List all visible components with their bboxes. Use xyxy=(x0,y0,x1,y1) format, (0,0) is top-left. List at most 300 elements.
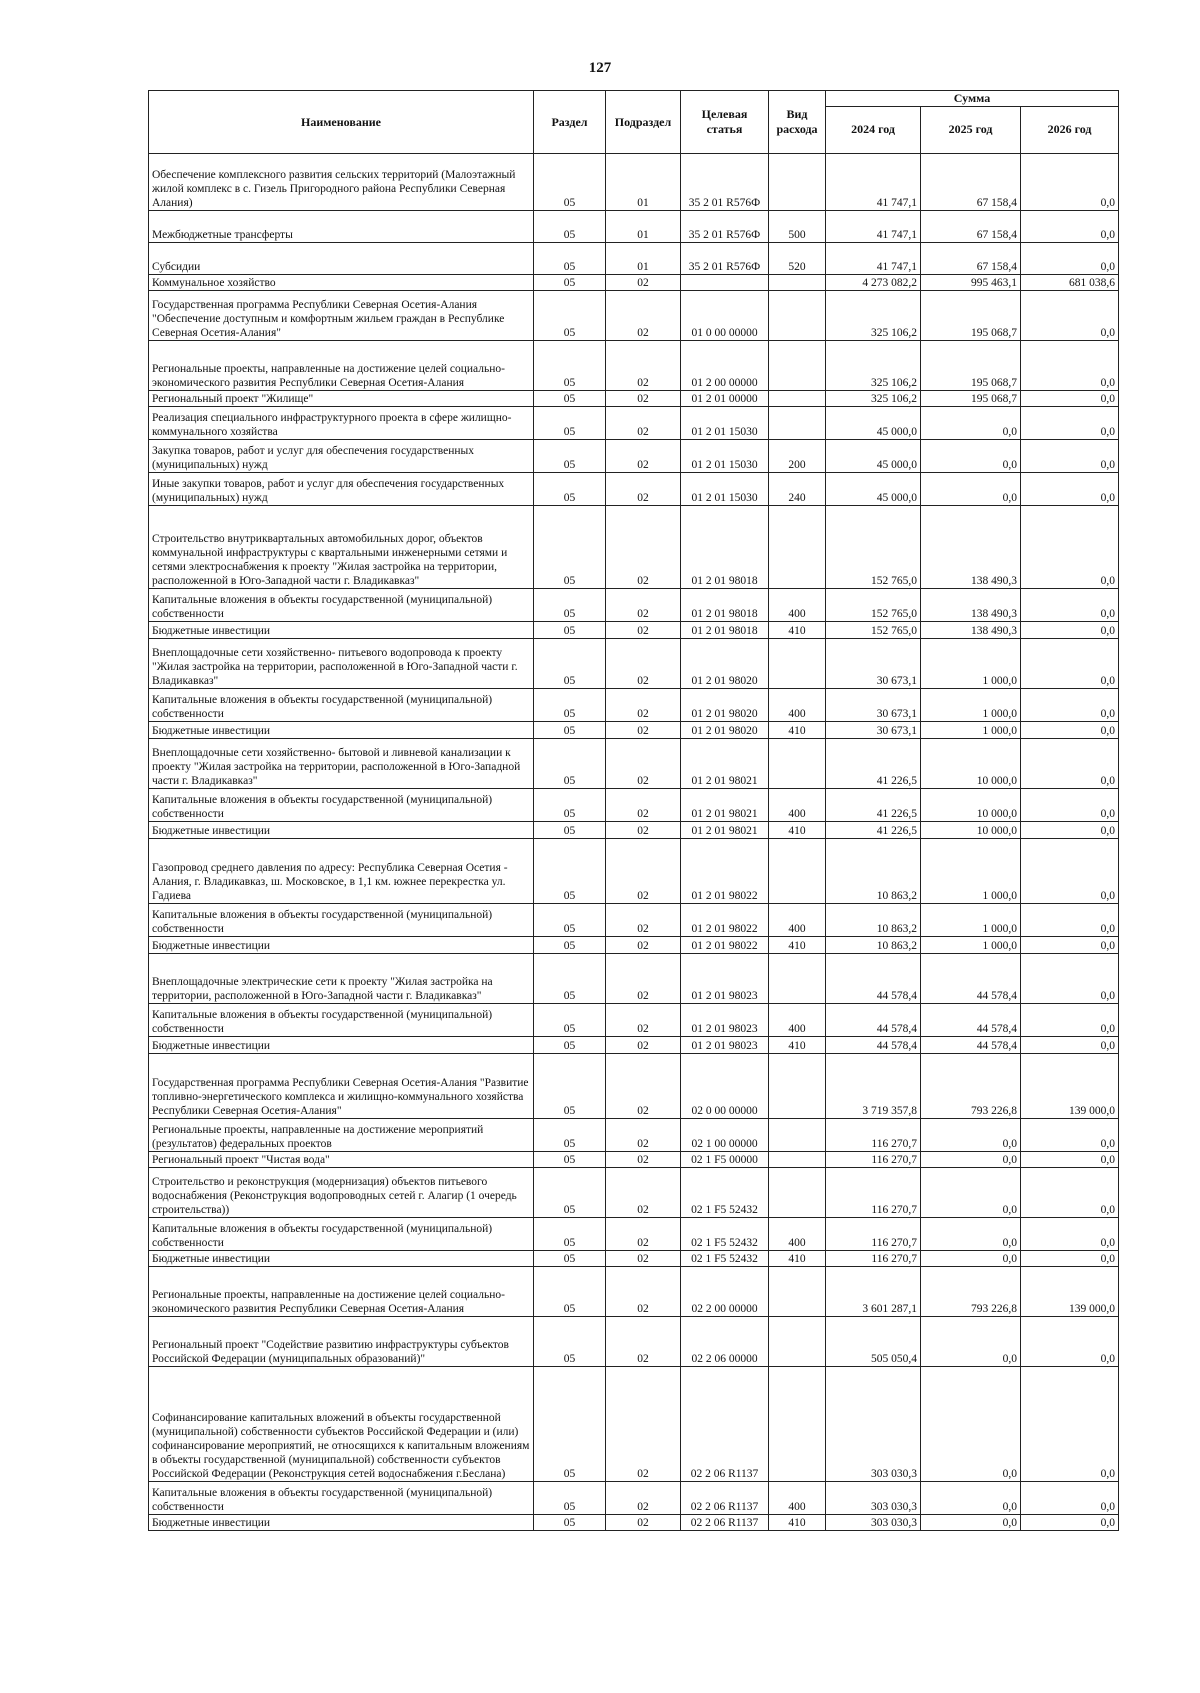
cell-vr xyxy=(769,738,826,788)
cell-cs: 01 2 01 98023 xyxy=(681,1003,769,1036)
cell-name: Иные закупки товаров, работ и услуг для обеспечения государственных (муниципальных) нужд xyxy=(149,472,534,505)
cell-vr: 410 xyxy=(769,1036,826,1053)
cell-2024: 44 578,4 xyxy=(826,1036,921,1053)
cell-podrazdel: 02 xyxy=(606,688,681,721)
cell-name: Региональные проекты, направленные на достижение мероприятий (результатов) федеральных проектов xyxy=(149,1118,534,1151)
cell-2025: 67 158,4 xyxy=(921,153,1021,210)
cell-name: Капитальные вложения в объекты государственной (муниципальной) собственности xyxy=(149,588,534,621)
cell-razdel: 05 xyxy=(534,721,606,738)
cell-2025: 995 463,1 xyxy=(921,274,1021,290)
table-row xyxy=(149,1316,1119,1366)
cell-2024: 116 270,7 xyxy=(826,1167,921,1217)
cell-razdel: 05 xyxy=(534,340,606,390)
cell-podrazdel: 02 xyxy=(606,1053,681,1118)
cell-vr xyxy=(769,505,826,588)
cell-name: Региональный проект "Чистая вода" xyxy=(149,1151,534,1167)
cell-razdel: 05 xyxy=(534,1514,606,1530)
cell-podrazdel: 02 xyxy=(606,953,681,1003)
table-row xyxy=(149,242,1119,274)
cell-2025: 1 000,0 xyxy=(921,903,1021,936)
cell-2026: 0,0 xyxy=(1021,721,1119,738)
cell-razdel: 05 xyxy=(534,1036,606,1053)
cell-2024: 30 673,1 xyxy=(826,638,921,688)
cell-2025: 1 000,0 xyxy=(921,936,1021,953)
cell-2024: 505 050,4 xyxy=(826,1316,921,1366)
cell-vr xyxy=(769,290,826,340)
cell-cs: 01 2 01 98020 xyxy=(681,638,769,688)
cell-cs: 01 2 01 98020 xyxy=(681,688,769,721)
cell-cs: 02 0 00 00000 xyxy=(681,1053,769,1118)
cell-razdel: 05 xyxy=(534,936,606,953)
cell-cs: 02 1 F5 00000 xyxy=(681,1151,769,1167)
cell-razdel: 05 xyxy=(534,838,606,903)
cell-2025: 1 000,0 xyxy=(921,838,1021,903)
cell-name: Бюджетные инвестиции xyxy=(149,1514,534,1530)
cell-razdel: 05 xyxy=(534,1118,606,1151)
cell-name: Внеплощадочные электрические сети к проекту "Жилая застройка на территории, расположенной в Юго-Западной части г. Владикавказ" xyxy=(149,953,534,1003)
cell-vr: 400 xyxy=(769,1217,826,1250)
cell-name: Коммунальное хозяйство xyxy=(149,274,534,290)
cell-cs: 02 2 06 R1137 xyxy=(681,1514,769,1530)
table-row xyxy=(149,621,1119,638)
cell-vr xyxy=(769,1266,826,1316)
cell-2024: 44 578,4 xyxy=(826,953,921,1003)
cell-2025: 195 068,7 xyxy=(921,290,1021,340)
cell-vr xyxy=(769,1366,826,1481)
cell-razdel: 05 xyxy=(534,1266,606,1316)
header-razdel: Раздел xyxy=(534,91,606,154)
table-row xyxy=(149,290,1119,340)
cell-podrazdel: 02 xyxy=(606,588,681,621)
cell-razdel: 05 xyxy=(534,621,606,638)
cell-razdel: 05 xyxy=(534,953,606,1003)
cell-2026: 0,0 xyxy=(1021,290,1119,340)
cell-cs: 01 2 01 15030 xyxy=(681,472,769,505)
cell-razdel: 05 xyxy=(534,274,606,290)
cell-name: Бюджетные инвестиции xyxy=(149,821,534,838)
cell-2026: 0,0 xyxy=(1021,1481,1119,1514)
cell-2025: 793 226,8 xyxy=(921,1053,1021,1118)
cell-name: Капитальные вложения в объекты государственной (муниципальной) собственности xyxy=(149,903,534,936)
cell-2024: 116 270,7 xyxy=(826,1250,921,1266)
table-row xyxy=(149,1118,1119,1151)
cell-vr xyxy=(769,638,826,688)
cell-podrazdel: 02 xyxy=(606,788,681,821)
cell-podrazdel: 02 xyxy=(606,1036,681,1053)
cell-vr: 200 xyxy=(769,439,826,472)
cell-2026: 0,0 xyxy=(1021,1217,1119,1250)
cell-name: Капитальные вложения в объекты государственной (муниципальной) собственности xyxy=(149,1217,534,1250)
cell-name: Бюджетные инвестиции xyxy=(149,936,534,953)
table-row xyxy=(149,1053,1119,1118)
cell-cs: 01 2 01 98023 xyxy=(681,1036,769,1053)
cell-name: Государственная программа Республики Северная Осетия-Алания "Развитие топливно-энергетического комплекса и жилищно-коммунального хозяйства Республики Северная Осетия-Алания" xyxy=(149,1053,534,1118)
table-row xyxy=(149,821,1119,838)
cell-2026: 0,0 xyxy=(1021,242,1119,274)
cell-vr xyxy=(769,1118,826,1151)
table-row xyxy=(149,406,1119,439)
cell-2024: 325 106,2 xyxy=(826,290,921,340)
cell-vr: 240 xyxy=(769,472,826,505)
cell-razdel: 05 xyxy=(534,1250,606,1266)
cell-2025: 138 490,3 xyxy=(921,505,1021,588)
cell-2026: 0,0 xyxy=(1021,1036,1119,1053)
cell-razdel: 05 xyxy=(534,1003,606,1036)
cell-vr xyxy=(769,153,826,210)
cell-vr: 400 xyxy=(769,903,826,936)
header-summa: Сумма xyxy=(826,91,1119,107)
cell-podrazdel: 02 xyxy=(606,1118,681,1151)
cell-cs: 01 2 01 98021 xyxy=(681,788,769,821)
cell-razdel: 05 xyxy=(534,688,606,721)
table-row xyxy=(149,1151,1119,1167)
cell-2024: 41 747,1 xyxy=(826,153,921,210)
cell-2026: 0,0 xyxy=(1021,688,1119,721)
table-row xyxy=(149,390,1119,406)
cell-2025: 0,0 xyxy=(921,1514,1021,1530)
table-row xyxy=(149,953,1119,1003)
cell-vr xyxy=(769,1053,826,1118)
cell-cs: 02 2 06 R1137 xyxy=(681,1366,769,1481)
cell-name: Бюджетные инвестиции xyxy=(149,621,534,638)
cell-vr: 400 xyxy=(769,1481,826,1514)
cell-2025: 0,0 xyxy=(921,1250,1021,1266)
cell-2025: 138 490,3 xyxy=(921,588,1021,621)
cell-2024: 152 765,0 xyxy=(826,621,921,638)
cell-name: Капитальные вложения в объекты государственной (муниципальной) собственности xyxy=(149,1003,534,1036)
cell-cs: 01 2 01 98021 xyxy=(681,738,769,788)
cell-2024: 10 863,2 xyxy=(826,903,921,936)
cell-2025: 138 490,3 xyxy=(921,621,1021,638)
cell-2024: 45 000,0 xyxy=(826,406,921,439)
table-row xyxy=(149,721,1119,738)
cell-podrazdel: 02 xyxy=(606,721,681,738)
cell-name: Обеспечение комплексного развития сельских территорий (Малоэтажный жилой комплекс в с. Гизель Пригородного района Республики Северная Алания) xyxy=(149,153,534,210)
cell-name: Субсидии xyxy=(149,242,534,274)
cell-2025: 44 578,4 xyxy=(921,1036,1021,1053)
cell-podrazdel: 02 xyxy=(606,406,681,439)
cell-2025: 10 000,0 xyxy=(921,738,1021,788)
cell-podrazdel: 02 xyxy=(606,1316,681,1366)
cell-razdel: 05 xyxy=(534,1481,606,1514)
table-row xyxy=(149,1036,1119,1053)
cell-2025: 195 068,7 xyxy=(921,340,1021,390)
cell-vr: 400 xyxy=(769,788,826,821)
cell-2024: 116 270,7 xyxy=(826,1118,921,1151)
cell-cs: 01 0 00 00000 xyxy=(681,290,769,340)
cell-podrazdel: 02 xyxy=(606,1151,681,1167)
cell-2024: 3 601 287,1 xyxy=(826,1266,921,1316)
table-row xyxy=(149,1366,1119,1481)
cell-razdel: 05 xyxy=(534,588,606,621)
cell-2026: 0,0 xyxy=(1021,340,1119,390)
cell-2026: 0,0 xyxy=(1021,153,1119,210)
cell-name: Региональные проекты, направленные на достижение целей социально-экономического развития Республики Северная Осетия-Алания xyxy=(149,1266,534,1316)
cell-podrazdel: 02 xyxy=(606,1167,681,1217)
cell-2025: 0,0 xyxy=(921,439,1021,472)
cell-2025: 0,0 xyxy=(921,1481,1021,1514)
cell-razdel: 05 xyxy=(534,821,606,838)
cell-podrazdel: 02 xyxy=(606,1366,681,1481)
table-row xyxy=(149,340,1119,390)
cell-2024: 303 030,3 xyxy=(826,1481,921,1514)
cell-2026: 0,0 xyxy=(1021,738,1119,788)
cell-podrazdel: 01 xyxy=(606,153,681,210)
cell-2026: 0,0 xyxy=(1021,588,1119,621)
header-year-2026: 2026 год xyxy=(1021,106,1119,153)
cell-podrazdel: 02 xyxy=(606,1217,681,1250)
cell-name: Региональный проект "Содействие развитию инфраструктуры субъектов Российской Федерации (муниципальных образований)" xyxy=(149,1316,534,1366)
cell-2025: 44 578,4 xyxy=(921,953,1021,1003)
cell-cs: 01 2 01 98018 xyxy=(681,588,769,621)
header-name: Наименование xyxy=(149,91,534,154)
cell-cs: 01 2 01 15030 xyxy=(681,439,769,472)
cell-2026: 0,0 xyxy=(1021,472,1119,505)
cell-podrazdel: 01 xyxy=(606,242,681,274)
cell-razdel: 05 xyxy=(534,210,606,242)
header-year-2024: 2024 год xyxy=(826,106,921,153)
cell-2025: 0,0 xyxy=(921,1316,1021,1366)
cell-name: Строительство внутриквартальных автомобильных дорог, объектов коммунальной инфраструктуры с квартальными инженерными сетями и сетями электроснабжения к проекту "Жилая застройка на территории, расположенной в Юго-Западной части г. Владикавказ" xyxy=(149,505,534,588)
table-row xyxy=(149,1167,1119,1217)
cell-2026: 0,0 xyxy=(1021,1366,1119,1481)
cell-2025: 0,0 xyxy=(921,1167,1021,1217)
cell-vr xyxy=(769,390,826,406)
cell-2025: 67 158,4 xyxy=(921,242,1021,274)
cell-razdel: 05 xyxy=(534,1151,606,1167)
cell-vr: 410 xyxy=(769,936,826,953)
cell-razdel: 05 xyxy=(534,472,606,505)
cell-razdel: 05 xyxy=(534,638,606,688)
budget-table xyxy=(148,90,1119,1531)
cell-podrazdel: 02 xyxy=(606,903,681,936)
cell-2024: 41 747,1 xyxy=(826,242,921,274)
cell-name: Капитальные вложения в объекты государственной (муниципальной) собственности xyxy=(149,688,534,721)
table-header xyxy=(149,91,1119,154)
cell-vr xyxy=(769,1151,826,1167)
cell-2024: 41 226,5 xyxy=(826,821,921,838)
cell-2026: 0,0 xyxy=(1021,821,1119,838)
cell-vr: 400 xyxy=(769,1003,826,1036)
cell-2026: 0,0 xyxy=(1021,788,1119,821)
cell-razdel: 05 xyxy=(534,788,606,821)
table-row xyxy=(149,505,1119,588)
cell-podrazdel: 02 xyxy=(606,439,681,472)
cell-name: Капитальные вложения в объекты государственной (муниципальной) собственности xyxy=(149,1481,534,1514)
cell-vr xyxy=(769,838,826,903)
cell-name: Бюджетные инвестиции xyxy=(149,1036,534,1053)
cell-2025: 0,0 xyxy=(921,1118,1021,1151)
cell-razdel: 05 xyxy=(534,153,606,210)
header-podrazdel: Подраздел xyxy=(606,91,681,154)
cell-cs: 01 2 01 98018 xyxy=(681,505,769,588)
cell-podrazdel: 02 xyxy=(606,838,681,903)
cell-name: Межбюджетные трансферты xyxy=(149,210,534,242)
cell-2025: 0,0 xyxy=(921,1366,1021,1481)
cell-2026: 0,0 xyxy=(1021,903,1119,936)
cell-2025: 0,0 xyxy=(921,472,1021,505)
cell-vr: 410 xyxy=(769,621,826,638)
cell-2025: 0,0 xyxy=(921,1151,1021,1167)
cell-cs xyxy=(681,274,769,290)
cell-2024: 41 226,5 xyxy=(826,738,921,788)
cell-2026: 681 038,6 xyxy=(1021,274,1119,290)
cell-2024: 152 765,0 xyxy=(826,588,921,621)
cell-2025: 67 158,4 xyxy=(921,210,1021,242)
cell-2026: 0,0 xyxy=(1021,1167,1119,1217)
cell-2024: 41 747,1 xyxy=(826,210,921,242)
cell-2025: 10 000,0 xyxy=(921,821,1021,838)
cell-2025: 0,0 xyxy=(921,1217,1021,1250)
cell-2026: 0,0 xyxy=(1021,505,1119,588)
cell-2026: 0,0 xyxy=(1021,1151,1119,1167)
cell-name: Реализация специального инфраструктурного проекта в сфере жилищно-коммунального хозяйства xyxy=(149,406,534,439)
cell-razdel: 05 xyxy=(534,1167,606,1217)
table-row xyxy=(149,1003,1119,1036)
cell-vr: 410 xyxy=(769,1250,826,1266)
cell-2024: 45 000,0 xyxy=(826,439,921,472)
cell-2025: 793 226,8 xyxy=(921,1266,1021,1316)
cell-cs: 02 1 00 00000 xyxy=(681,1118,769,1151)
cell-podrazdel: 02 xyxy=(606,621,681,638)
table-row xyxy=(149,1217,1119,1250)
table-row xyxy=(149,688,1119,721)
cell-cs: 01 2 01 98023 xyxy=(681,953,769,1003)
cell-name: Газопровод среднего давления по адресу: Республика Северная Осетия - Алания, г. Владикавказ, ш. Московское, в 1,1 км. южнее перекрестка ул. Гадиева xyxy=(149,838,534,903)
cell-razdel: 05 xyxy=(534,1366,606,1481)
cell-cs: 01 2 01 98018 xyxy=(681,621,769,638)
cell-2026: 0,0 xyxy=(1021,1316,1119,1366)
cell-2026: 0,0 xyxy=(1021,1118,1119,1151)
cell-2024: 116 270,7 xyxy=(826,1151,921,1167)
header-cs: Целевая статья xyxy=(681,91,769,154)
cell-vr: 500 xyxy=(769,210,826,242)
cell-2024: 30 673,1 xyxy=(826,688,921,721)
cell-name: Капитальные вложения в объекты государственной (муниципальной) собственности xyxy=(149,788,534,821)
cell-2026: 0,0 xyxy=(1021,838,1119,903)
cell-podrazdel: 02 xyxy=(606,274,681,290)
cell-2024: 152 765,0 xyxy=(826,505,921,588)
table-row xyxy=(149,1514,1119,1530)
cell-2026: 0,0 xyxy=(1021,621,1119,638)
cell-2024: 325 106,2 xyxy=(826,340,921,390)
cell-razdel: 05 xyxy=(534,505,606,588)
cell-podrazdel: 02 xyxy=(606,936,681,953)
table-row xyxy=(149,738,1119,788)
cell-name: Софинансирование капитальных вложений в объекты государственной (муниципальной) собственности субъектов Российской Федерации и (или) софинансирование мероприятий, не относящихся к капитальным вложениям в объекты государственной (муниципальной) собственности субъектов Российской Федерации (Реконструкция сетей водоснабжения г.Беслана) xyxy=(149,1366,534,1481)
cell-name: Бюджетные инвестиции xyxy=(149,721,534,738)
cell-2025: 1 000,0 xyxy=(921,721,1021,738)
table-row xyxy=(149,274,1119,290)
table-row xyxy=(149,588,1119,621)
cell-2024: 10 863,2 xyxy=(826,936,921,953)
cell-2024: 116 270,7 xyxy=(826,1217,921,1250)
cell-vr: 410 xyxy=(769,1514,826,1530)
cell-podrazdel: 02 xyxy=(606,1250,681,1266)
cell-2026: 0,0 xyxy=(1021,439,1119,472)
table-row xyxy=(149,788,1119,821)
table-row xyxy=(149,472,1119,505)
cell-cs: 02 2 06 00000 xyxy=(681,1316,769,1366)
table-body xyxy=(149,153,1119,1530)
cell-cs: 02 2 06 R1137 xyxy=(681,1481,769,1514)
cell-2026: 0,0 xyxy=(1021,1003,1119,1036)
cell-cs: 01 2 01 98022 xyxy=(681,936,769,953)
cell-podrazdel: 02 xyxy=(606,472,681,505)
cell-razdel: 05 xyxy=(534,1316,606,1366)
cell-name: Региональный проект "Жилище" xyxy=(149,390,534,406)
cell-razdel: 05 xyxy=(534,406,606,439)
cell-podrazdel: 02 xyxy=(606,340,681,390)
cell-2026: 0,0 xyxy=(1021,406,1119,439)
cell-podrazdel: 02 xyxy=(606,821,681,838)
cell-cs: 02 1 F5 52432 xyxy=(681,1217,769,1250)
cell-2026: 0,0 xyxy=(1021,953,1119,1003)
cell-name: Закупка товаров, работ и услуг для обеспечения государственных (муниципальных) нужд xyxy=(149,439,534,472)
cell-vr xyxy=(769,274,826,290)
table-row xyxy=(149,439,1119,472)
cell-2024: 4 273 082,2 xyxy=(826,274,921,290)
cell-2024: 325 106,2 xyxy=(826,390,921,406)
cell-name: Бюджетные инвестиции xyxy=(149,1250,534,1266)
cell-vr xyxy=(769,1316,826,1366)
cell-2025: 1 000,0 xyxy=(921,688,1021,721)
cell-podrazdel: 02 xyxy=(606,1266,681,1316)
cell-vr: 520 xyxy=(769,242,826,274)
table-row xyxy=(149,903,1119,936)
cell-cs: 01 2 01 98020 xyxy=(681,721,769,738)
cell-vr: 400 xyxy=(769,588,826,621)
cell-vr xyxy=(769,1167,826,1217)
cell-razdel: 05 xyxy=(534,738,606,788)
cell-podrazdel: 02 xyxy=(606,738,681,788)
cell-2025: 0,0 xyxy=(921,406,1021,439)
cell-vr: 410 xyxy=(769,821,826,838)
table-row xyxy=(149,1266,1119,1316)
page-number: 127 xyxy=(588,60,612,76)
cell-razdel: 05 xyxy=(534,390,606,406)
cell-cs: 35 2 01 R576Ф xyxy=(681,242,769,274)
header-year-2025: 2025 год xyxy=(921,106,1021,153)
cell-cs: 01 2 01 98022 xyxy=(681,838,769,903)
cell-2024: 10 863,2 xyxy=(826,838,921,903)
cell-2024: 45 000,0 xyxy=(826,472,921,505)
cell-vr: 410 xyxy=(769,721,826,738)
cell-cs: 02 1 F5 52432 xyxy=(681,1250,769,1266)
table-row xyxy=(149,1250,1119,1266)
table-row xyxy=(149,936,1119,953)
cell-vr: 400 xyxy=(769,688,826,721)
cell-cs: 02 2 00 00000 xyxy=(681,1266,769,1316)
cell-2026: 0,0 xyxy=(1021,936,1119,953)
cell-podrazdel: 02 xyxy=(606,1514,681,1530)
cell-razdel: 05 xyxy=(534,903,606,936)
cell-2026: 0,0 xyxy=(1021,390,1119,406)
cell-2025: 44 578,4 xyxy=(921,1003,1021,1036)
table-row xyxy=(149,1481,1119,1514)
cell-name: Строительство и реконструкция (модернизация) объектов питьевого водоснабжения (Реконструкция водопроводных сетей г. Алагир (1 очередь строительства)) xyxy=(149,1167,534,1217)
cell-2025: 195 068,7 xyxy=(921,390,1021,406)
cell-2026: 0,0 xyxy=(1021,1514,1119,1530)
cell-razdel: 05 xyxy=(534,290,606,340)
cell-2024: 44 578,4 xyxy=(826,1003,921,1036)
cell-2026: 0,0 xyxy=(1021,210,1119,242)
cell-vr xyxy=(769,340,826,390)
table-row xyxy=(149,638,1119,688)
cell-2026: 0,0 xyxy=(1021,638,1119,688)
header-vr: Вид расхода xyxy=(769,91,826,154)
cell-razdel: 05 xyxy=(534,439,606,472)
